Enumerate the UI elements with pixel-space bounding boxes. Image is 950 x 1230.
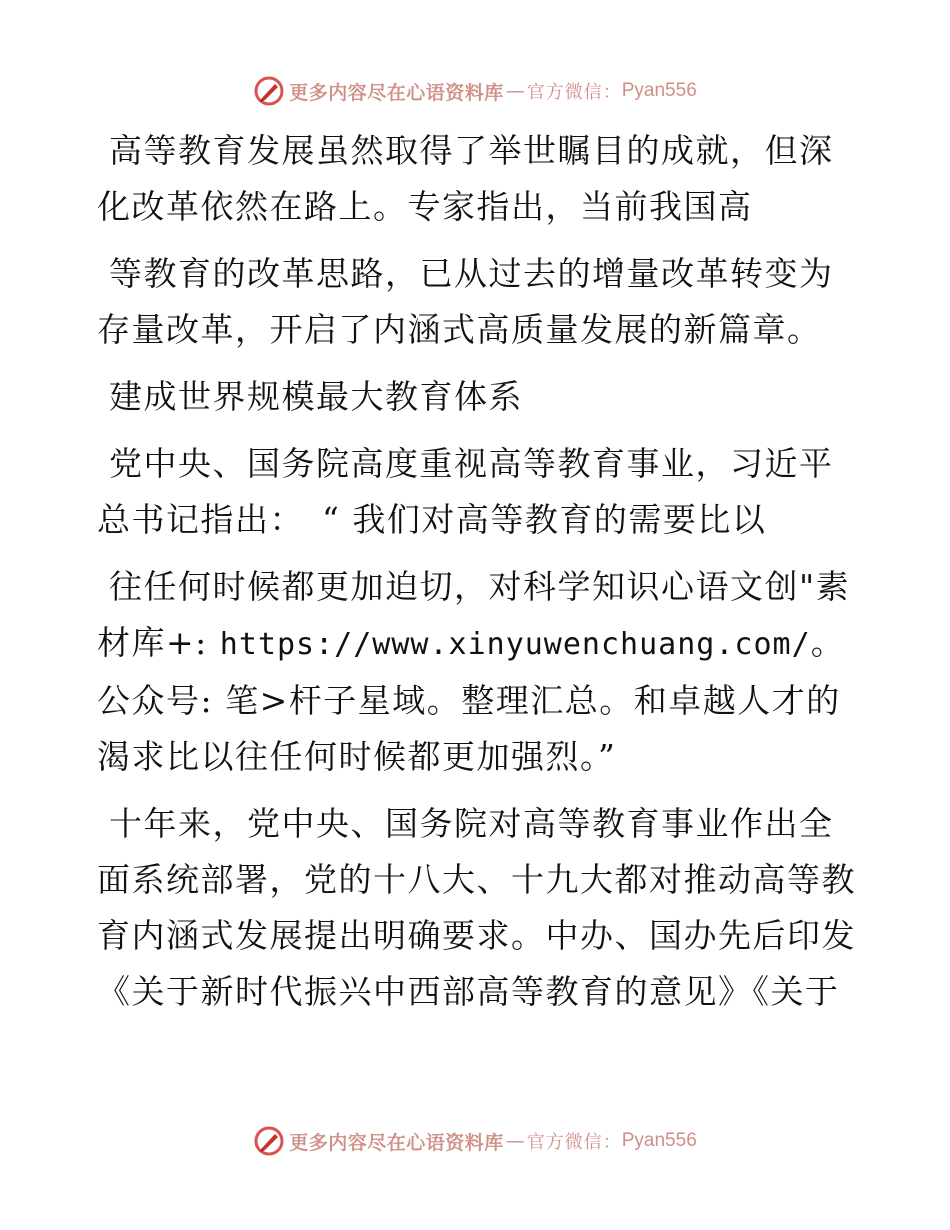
source-label: 心语文创"素材库+: — [97, 567, 851, 662]
banner-separator: — — [505, 1130, 525, 1152]
paragraph-4-text: 往任何时候都更加迫切，对科学知识 — [109, 567, 661, 606]
paragraph-4 — [97, 559, 857, 785]
banner-main-text: 更多内容尽在心语资料库 — [289, 81, 504, 104]
banner-wechat-label: 官方微信： — [526, 1132, 622, 1153]
pen-logo-icon — [253, 75, 285, 107]
banner-wechat-id: Pyan556 — [621, 80, 697, 101]
banner-main-text: 更多内容尽在心语资料库 — [289, 1131, 504, 1154]
paragraph-4-tail: 。公众号: 笔>杆子星域。整理汇总。和卓越人才的渴求比以往任何时候都更加强烈。” — [97, 623, 846, 776]
pen-logo-icon — [253, 1125, 285, 1157]
footer-watermark — [0, 1124, 950, 1158]
header-watermark — [0, 74, 950, 108]
banner-wechat-label: 官方微信： — [526, 82, 622, 103]
banner-wechat-id: Pyan556 — [621, 1130, 697, 1151]
paragraph-3: 党中央、国务院高度重视高等教育事业，习近平总书记指出： “ 我们对高等教育的需要比以 — [97, 444, 834, 539]
source-url-link[interactable]: https://www.xinyuwenchuang.com/ — [219, 627, 811, 662]
paragraph-1: 高等教育发展虽然取得了举世瞩目的成就，但深化改革依然在路上。专家指出，当前我国高 — [97, 131, 834, 226]
document-body — [97, 123, 857, 1020]
paragraph-5: 十年来，党中央、国务院对高等教育事业作出全面系统部署，党的十八大、十九大都对推动高等教育内涵式发展提出明确要求。中办、国办先后印发《关于新时代振兴中西部高等教育的意见》《关于 — [97, 804, 856, 1011]
paragraph-2: 等教育的改革思路，已从过去的增量改革转变为存量改革，开启了内涵式高质量发展的新篇章。 — [97, 254, 834, 349]
banner-separator: — — [505, 80, 525, 102]
section-heading: 建成世界规模最大教育体系 — [109, 377, 523, 416]
